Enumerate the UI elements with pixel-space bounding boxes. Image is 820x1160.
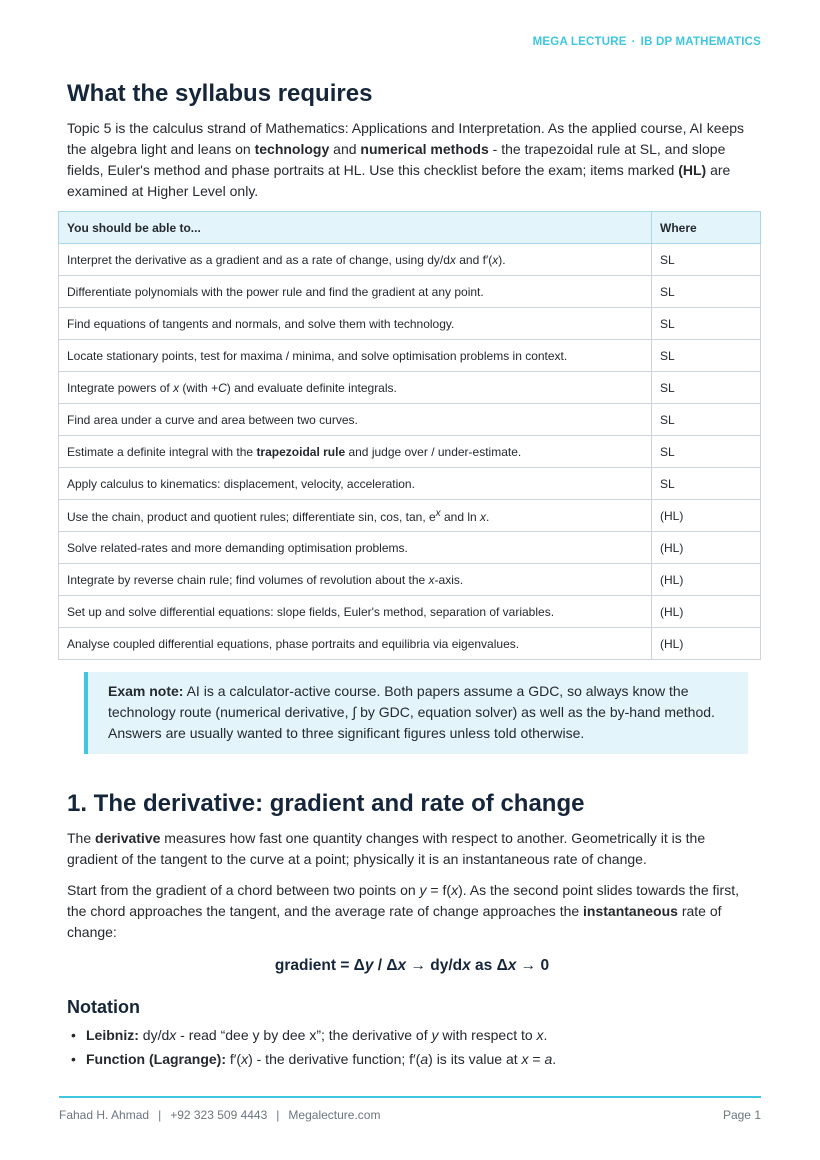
column-header-where: Where: [652, 212, 761, 244]
requirements-table: [58, 211, 761, 660]
list-item: • Leibniz: dy/dx - read “dee y by dee x”; the derivative of y with respect to x.: [71, 1027, 548, 1043]
notation-heading: Notation: [67, 997, 140, 1017]
list-item: • Function (Lagrange): f′(x) - the derivative function; f′(a) is its value at x = a.: [71, 1051, 557, 1067]
table-row: Apply calculus to kinematics: displacement, velocity, acceleration. SL: [59, 468, 761, 500]
table-row: Solve related-rates and more demanding optimisation problems. (HL): [59, 532, 761, 564]
footer-contact: Fahad H. Ahmad | +92 323 509 4443 | Megalecture.com: [59, 1108, 381, 1122]
table-row: Interpret the derivative as a gradient and as a rate of change, using dy/dx and f′(x). SL: [59, 244, 761, 276]
section-title-syllabus: What the syllabus requires: [67, 80, 373, 107]
column-header-task: You should be able to...: [59, 212, 652, 244]
notation-list: [67, 1025, 757, 1070]
table-row: Differentiate polynomials with the power rule and find the gradient at any point. SL: [59, 276, 761, 308]
table-row: Integrate powers of x (with +C) and evaluate definite integrals. SL: [59, 372, 761, 404]
derivative-paragraph: The derivative measures how fast one quantity changes with respect to another. Geometrically it is the gradient of the tangent to the curve at a point; physically it is an instantaneous rate of change.: [67, 830, 706, 867]
table-row: Use the chain, product and quotient rules; differentiate sin, cos, tan, $e^x$ and ln x. (HL): [59, 500, 761, 532]
chord-paragraph: Start from the gradient of a chord between two points on y = f(x). As the second point slides towards the first, the chord approaches the tangent, and the average rate of change approaches the instantaneous rate of change:: [67, 882, 739, 940]
syllabus-intro: Topic 5 is the calculus strand of Mathematics: Applications and Interpretation. As the applied course, AI keeps the algebra light and leans on technology and numerical methods - the trapezoidal rule at SL, and slope fields, Euler's method and phase portraits at HL. Use this checklist before the exam; items marked (HL) are examined at Higher Level only.: [67, 120, 745, 199]
table-row: Locate stationary points, test for maxima / minima, and solve optimisation problems in context. SL: [59, 340, 761, 372]
table-row: Find area under a curve and area between two curves. SL: [59, 404, 761, 436]
exam-note-label: Exam note:: [108, 683, 184, 699]
section-title-derivative: 1. The derivative: gradient and rate of change: [67, 790, 585, 817]
table-row: Find equations of tangents and normals, and solve them with technology. SL: [59, 308, 761, 340]
table-row: Set up and solve differential equations: slope fields, Euler's method, separation of variables. (HL): [59, 596, 761, 628]
gradient-formula: gradient = Δy / Δx → dy/dx as Δx → 0: [274, 957, 550, 974]
table-row: Integrate by reverse chain rule; find volumes of revolution about the x-axis. (HL): [59, 564, 761, 596]
exam-note-callout: Exam note: AI is a calculator-active course. Both papers assume a GDC, so always know the technology route (numerical derivative, ∫ by GDC, equation solver) as well as the by-hand method. Answers are usually wanted to three significant figures unless told otherwise.: [84, 672, 748, 754]
table-row: Estimate a definite integral with the trapezoidal rule and judge over / under-estimate. SL: [59, 436, 761, 468]
table-header-row: [59, 212, 761, 244]
running-header: MEGA LECTURE · IB DP MATHEMATICS: [532, 36, 761, 48]
footer-website: Megalecture.com: [288, 1108, 381, 1122]
footer-divider: [59, 1096, 761, 1098]
table-row: Analyse coupled differential equations, phase portraits and equilibria via eigenvalues. (HL): [59, 628, 761, 660]
page-number: Page 1: [722, 1108, 761, 1122]
page-content: [67, 78, 757, 1073]
